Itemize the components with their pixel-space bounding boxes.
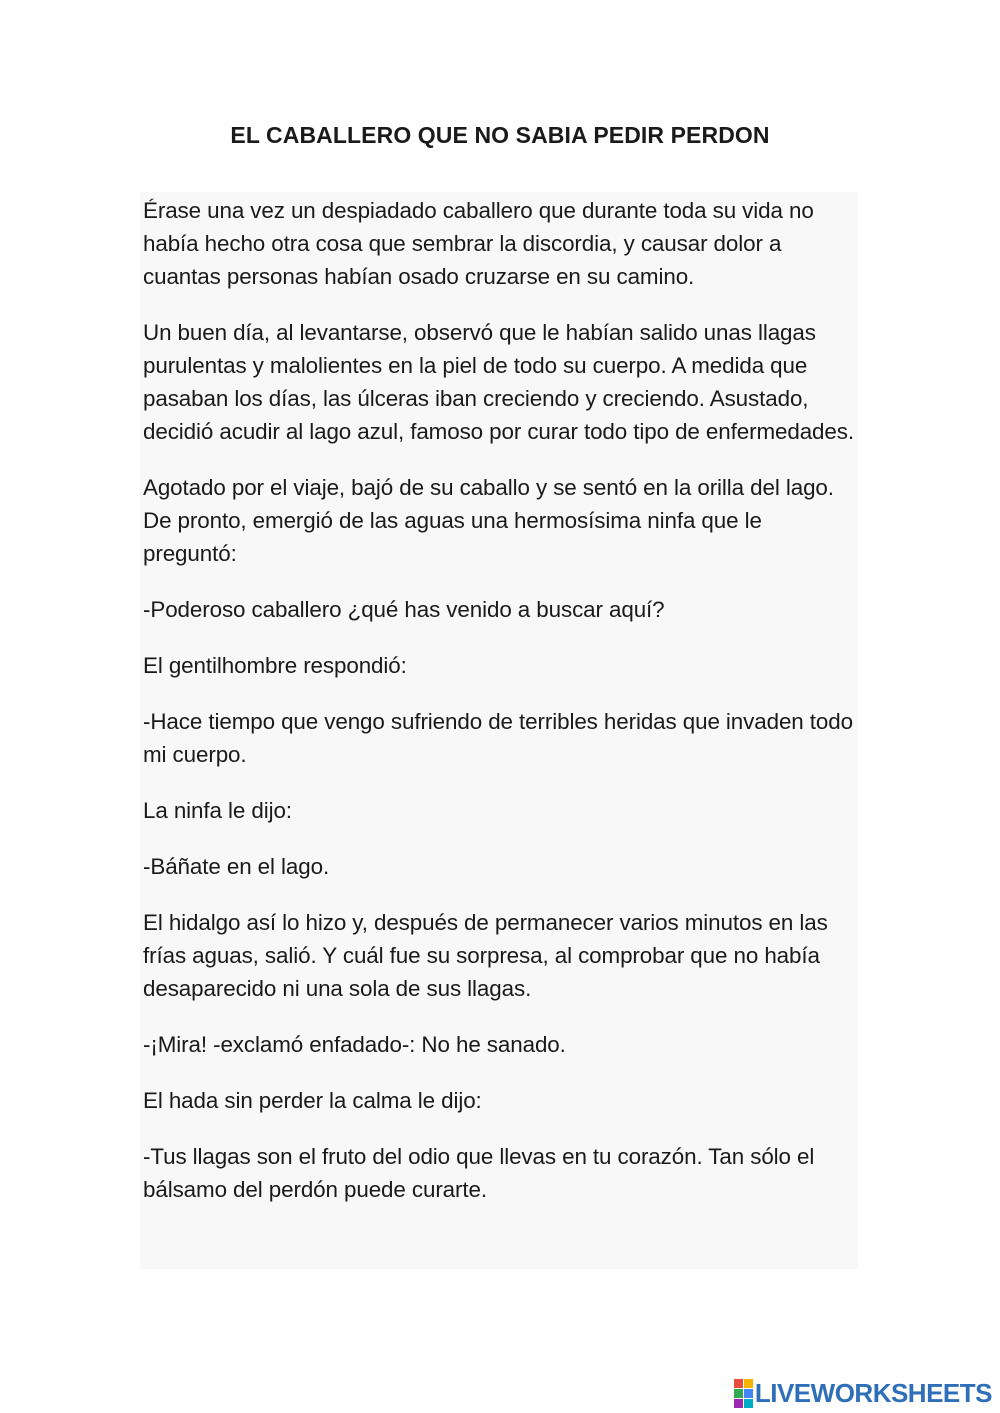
logo-cell [744,1389,753,1398]
logo-cell [734,1379,743,1388]
story-paragraph-6: -Hace tiempo que vengo sufriendo de terribles heridas que invaden todo mi cuerpo. [143,709,853,767]
story-paragraph-11: El hada sin perder la calma le dijo: [143,1088,482,1113]
story-paragraph-4: -Poderoso caballero ¿qué has venido a buscar aquí? [143,597,665,622]
logo-cell [734,1389,743,1398]
story-paragraph-5: El gentilhombre respondió: [143,653,407,678]
liveworksheets-logo-icon [734,1379,753,1408]
story-paragraph-8: -Báñate en el lago. [143,854,330,879]
story-paragraph-10: -¡Mira! -exclamó enfadado-: No he sanado. [143,1032,566,1057]
story-paragraph-12: -Tus llagas son el fruto del odio que llevas en tu corazón. Tan sólo el bálsamo del perdón puede curarte. [143,1144,815,1202]
story-paragraph-2: Un buen día, al levantarse, observó que le habían salido unas llagas purulentas y malolientes en la piel de todo su cuerpo. A medida que pasaban los días, las úlceras iban creciendo y creciendo. Asustado, decidió acudir al lago azul, famoso por curar todo tipo de enfermedades. [143,320,854,444]
logo-cell [744,1399,753,1408]
logo-cell [734,1399,743,1408]
logo-cell [744,1379,753,1388]
liveworksheets-wordmark: LIVEWORKSHEETS [754,1377,992,1408]
story-paragraph-7: La ninfa le dijo: [143,798,292,823]
liveworksheets-watermark [734,1378,992,1408]
document-title: EL CABALLERO QUE NO SABIA PEDIR PERDON [230,122,770,148]
story-paragraph-3: Agotado por el viaje, bajó de su caballo y se sentó en la orilla del lago. De pronto, emergió de las aguas una hermosísima ninfa que le preguntó: [143,475,834,566]
story-text-area [140,192,858,1269]
story-paragraph-9: El hidalgo así lo hizo y, después de permanecer varios minutos en las frías aguas, salió. Y cuál fue su sorpresa, al comprobar que no había desaparecido ni una sola de sus llagas. [143,910,828,1001]
story-paragraph-1: Érase una vez un despiadado caballero que durante toda su vida no había hecho otra cosa que sembrar la discordia, y causar dolor a cuantas personas habían osado cruzarse en su camino. [143,198,814,289]
